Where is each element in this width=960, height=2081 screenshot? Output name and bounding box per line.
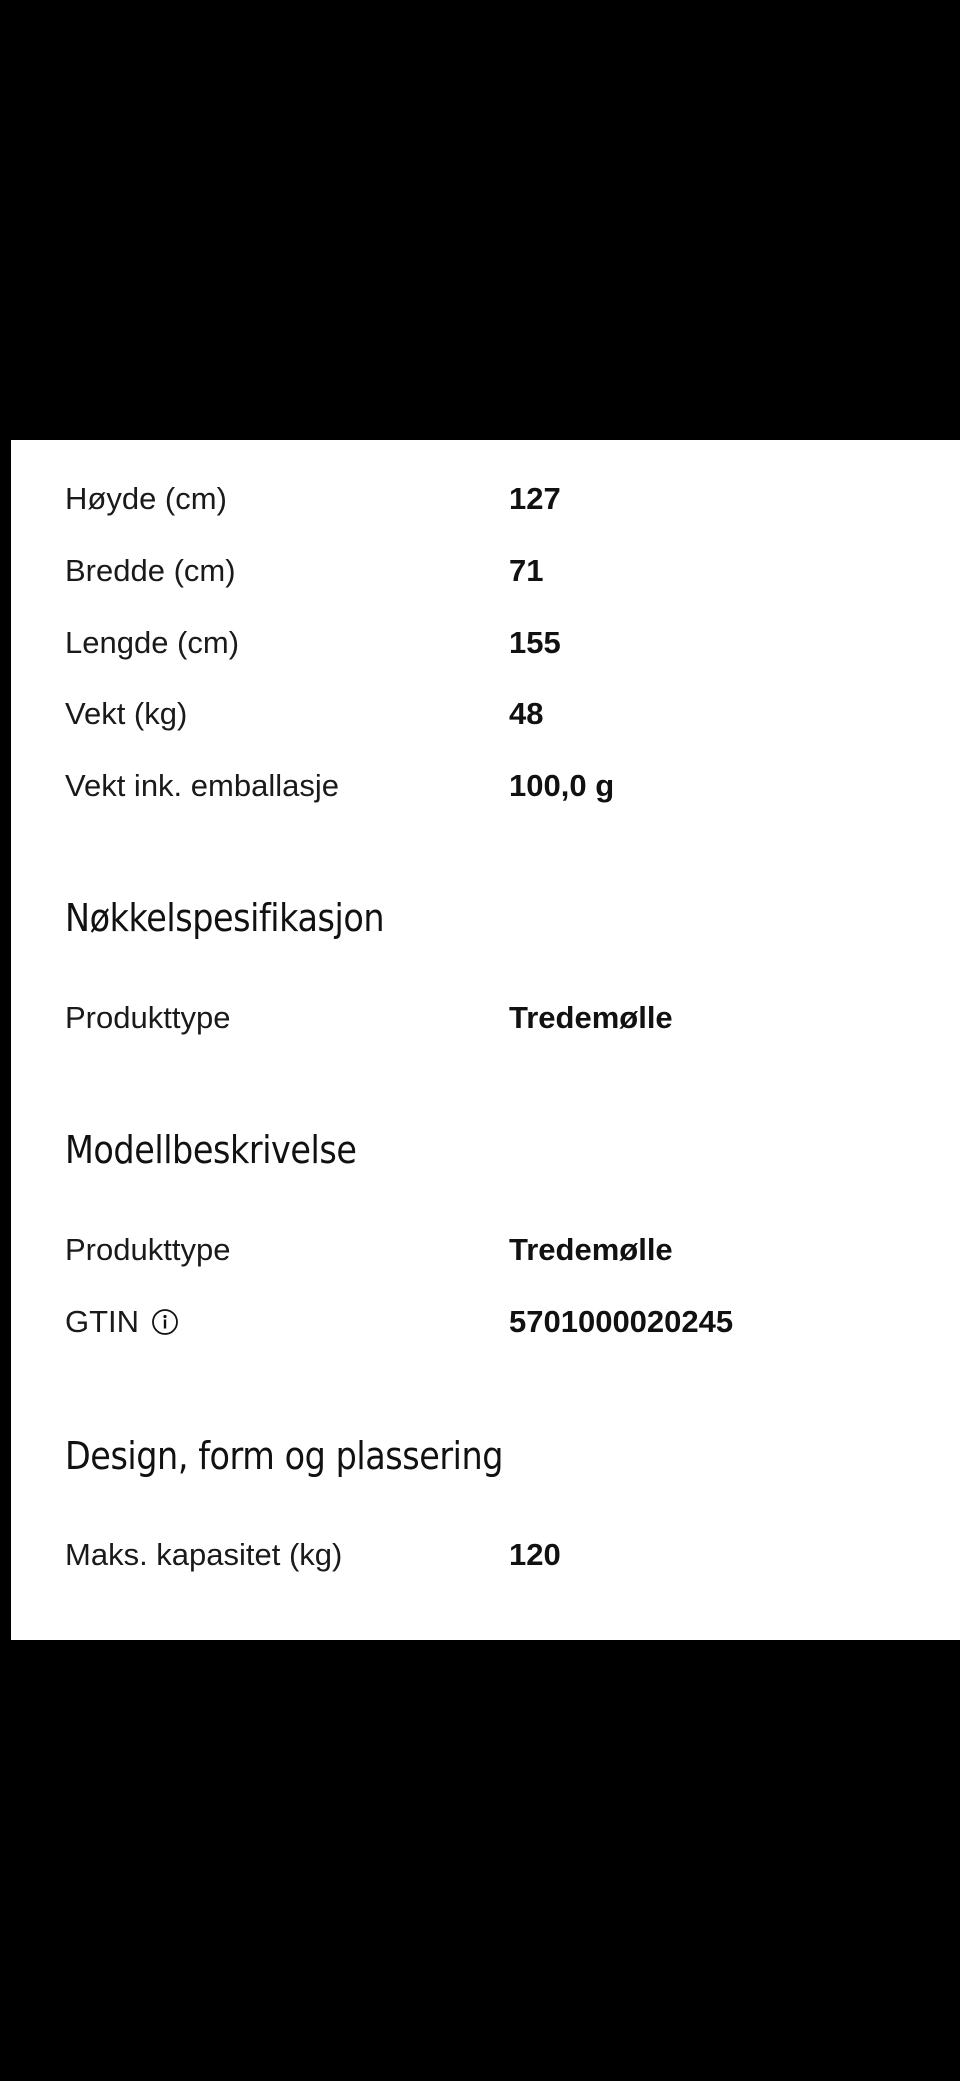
spec-value: Tredemølle xyxy=(509,1232,673,1267)
spec-value: 48 xyxy=(509,696,544,731)
section-heading-model-description: Modellbeskrivelse xyxy=(65,1128,357,1172)
section-heading-design: Design, form og plassering xyxy=(65,1434,504,1478)
spec-label-with-icon xyxy=(65,1304,179,1340)
spec-label: Vekt (kg) xyxy=(65,696,188,731)
spec-label: Høyde (cm) xyxy=(65,481,227,516)
spec-row-product-type xyxy=(65,993,945,1043)
spec-value: 100,0 g xyxy=(509,768,615,803)
spec-row-height xyxy=(65,474,945,524)
spec-row-max-capacity xyxy=(65,1530,945,1580)
spec-row-length xyxy=(65,618,945,668)
spec-label: Produkttype xyxy=(65,1000,231,1035)
spec-label: Vekt ink. emballasje xyxy=(65,768,339,803)
spec-panel xyxy=(11,440,960,1640)
section-heading-key-specs: Nøkkelspesifikasjon xyxy=(65,896,385,940)
spec-label: Bredde (cm) xyxy=(65,553,236,588)
spec-value: 71 xyxy=(509,553,544,588)
spec-label: Produkttype xyxy=(65,1232,231,1267)
spec-row-width xyxy=(65,546,945,596)
spec-label: Lengde (cm) xyxy=(65,625,240,660)
spec-row-weight xyxy=(65,689,945,739)
spec-value: Tredemølle xyxy=(509,1000,673,1035)
spec-value: 127 xyxy=(509,481,561,516)
spec-value: 155 xyxy=(509,625,561,660)
spec-row-product-type xyxy=(65,1225,945,1275)
spec-row-weight-packaged xyxy=(65,761,945,811)
spec-value: 5701000020245 xyxy=(509,1304,734,1339)
spec-label: GTIN xyxy=(65,1304,140,1339)
spec-value: 120 xyxy=(509,1537,561,1572)
spec-label: Maks. kapasitet (kg) xyxy=(65,1537,343,1572)
spec-row-gtin xyxy=(65,1297,945,1347)
info-icon[interactable] xyxy=(151,1308,179,1336)
